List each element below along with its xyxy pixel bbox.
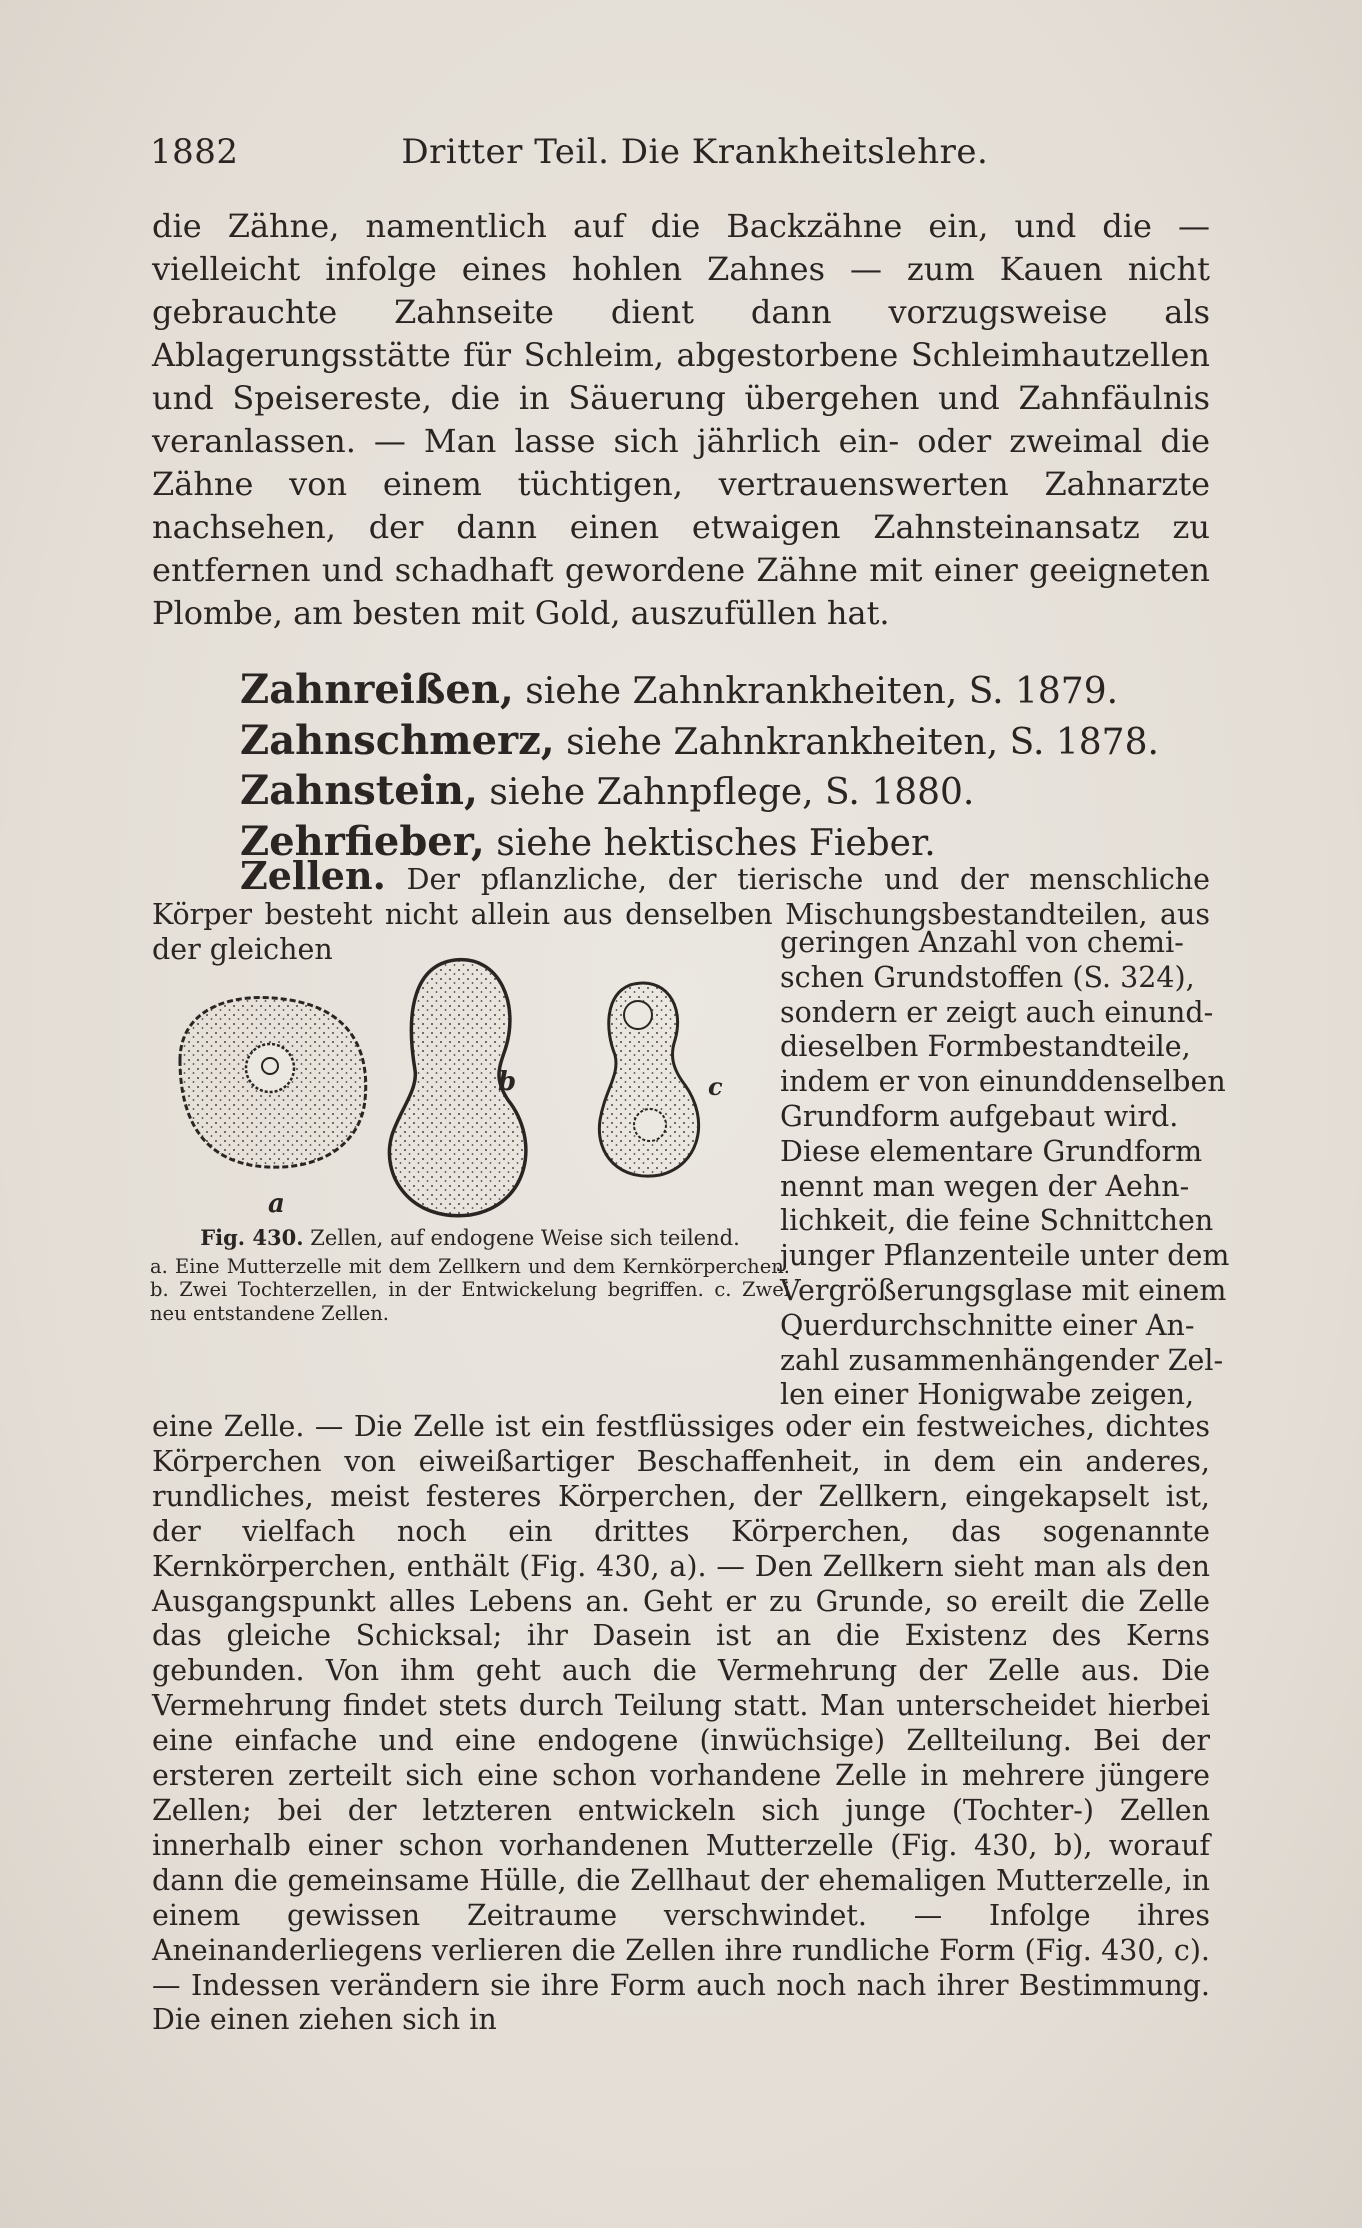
entry-text: siehe Zahnpflege, S. 1880. — [477, 772, 975, 813]
entry-zahnstein — [240, 767, 1200, 818]
page-number: 1882 — [150, 132, 239, 172]
caption-text: a. Eine Mutterzelle mit dem Zellkern und dem Kernkörperchen. b. Zwei Tochterzellen, in der Entwickelung begriffen. c. Zwei neu entstandene Zellen. — [150, 1254, 790, 1325]
cell-illustration — [160, 950, 780, 1240]
side-line: junger Pflanzenteile unter dem — [780, 1239, 1230, 1273]
zellen-body-paragraph: eine Zelle. — Die Zelle ist ein festflüssiges oder ein festweiches, dichtes Körperchen von eiweißartiger Beschaffenheit, in dem ein anderes, rundliches, meist festeres Körperchen, der Zellkern, eingekapselt ist, der vielfach noch ein drittes Körperchen, das sogenannte Kernkörperchen, enthält (Fig. 430, a). — Den Zellkern sieht man als den Ausgangspunkt alles Lebens an. Geht er zu Grunde, so ereilt die Zelle das gleiche Schicksal; ihr Dasein ist an die Existenz des Kerns gebunden. Von ihm geht auch die Vermehrung der Zelle aus. Die Vermehrung findet stets durch Teilung statt. Man unterscheidet hierbei eine einfache und eine endogene (inwüchsige) Zellteilung. Bei der ersteren zerteilt sich eine schon vorhandene Zelle in mehrere jüngere Zellen; bei der letzteren entwickeln sich junge (Tochter-) Zellen innerhalb einer schon vorhandenen Mutterzelle (Fig. 430, b), worauf dann die gemeinsame Hülle, die Zellhaut der ehemaligen Mutterzelle, in einem gewissen Zeitraume verschwindet. — Infolge ihres Aneinanderliegens verlieren die Zellen ihre rundliche Form (Fig. 430, c). — Indessen verändern sie ihre Form auch noch nach ihrer Bestimmung. Die einen ziehen sich in — [152, 1410, 1210, 2037]
side-line: len einer Honigwabe zeigen, — [780, 1378, 1195, 1412]
side-line: Diese elementare Grundform — [780, 1134, 1203, 1168]
entry-head: Zehrfieber, — [240, 817, 485, 865]
zellen-head: Zellen. — [240, 853, 386, 898]
cell-a — [180, 998, 366, 1220]
entry-zahnreissen — [240, 666, 1200, 717]
caption-title — [150, 1226, 790, 1251]
entry-head: Zahnschmerz, — [240, 716, 555, 764]
running-title: Dritter Teil. Die Krankheitslehre. — [401, 132, 989, 172]
side-line: dieselben Formbestandteile, — [780, 1030, 1191, 1064]
caption-number: Fig. 430. — [200, 1225, 304, 1250]
running-header — [150, 132, 1210, 172]
side-line: Grundform aufgebaut wird. — [780, 1099, 1179, 1133]
figure-label-a: a — [268, 1189, 285, 1219]
dictionary-entries — [240, 666, 1200, 868]
side-line: schen Grundstoffen (S. 324), — [780, 960, 1195, 994]
side-line: nennt man wegen der Aehn- — [780, 1169, 1190, 1203]
side-line: geringen Anzahl von chemi- — [780, 926, 1184, 959]
zellen-intro-text: Der pflanzliche, der tierische und der menschliche Körper besteht nicht allein aus denselben Mischungsbestandteilen, aus der gleichen — [152, 863, 1210, 966]
entry-text: siehe Zahnkrankheiten, S. 1879. — [513, 671, 1119, 712]
cell-b — [389, 960, 525, 1216]
figure-caption — [150, 1226, 790, 1325]
figure-label-b: b — [498, 1067, 517, 1097]
entry-zahnschmerz — [240, 717, 1200, 768]
cell-c — [599, 983, 723, 1176]
side-line: lichkeit, die feine Schnittchen — [780, 1204, 1214, 1238]
side-line: sondern er zeigt auch einund- — [780, 995, 1214, 1029]
side-line: Vergrößerungsglase mit einem — [780, 1273, 1227, 1307]
side-line: zahl zusammenhängender Zel- — [780, 1343, 1224, 1377]
figure-label-c: c — [708, 1072, 723, 1101]
entry-head: Zahnstein, — [240, 767, 478, 814]
side-column — [780, 926, 1230, 1413]
caption-title-text: Zellen, auf endogene Weise sich teilend. — [310, 1226, 740, 1250]
entry-text: siehe Zahnkrankheiten, S. 1878. — [554, 721, 1159, 763]
entry-head: Zahnreißen, — [240, 666, 514, 713]
top-paragraph: die Zähne, namentlich auf die Backzähne ein, und die — vielleicht infolge eines hohlen Zahnes — zum Kauen nicht gebrauchte Zahnseite dient dann vorzugsweise als Ablagerungsstätte für Schleim, abgestorbene Schleimhautzellen und Speisereste, die in Säuerung übergehen und Zahnfäulnis veranlassen. — Man lasse sich jährlich ein- oder zweimal die Zähne von einem tüchtigen, vertrauenswerten Zahnarzte nachsehen, der dann einen etwaigen Zahnsteinansatz zu entfernen und schadhaft gewordene Zähne mit einer geeigneten Plombe, am besten mit Gold, auszufüllen hat. — [152, 207, 1210, 632]
side-line: Querdurchschnitte einer An- — [780, 1308, 1195, 1342]
side-line: indem er von einunddenselben — [780, 1065, 1226, 1099]
entry-text: siehe hektisches Fieber. — [484, 822, 936, 864]
